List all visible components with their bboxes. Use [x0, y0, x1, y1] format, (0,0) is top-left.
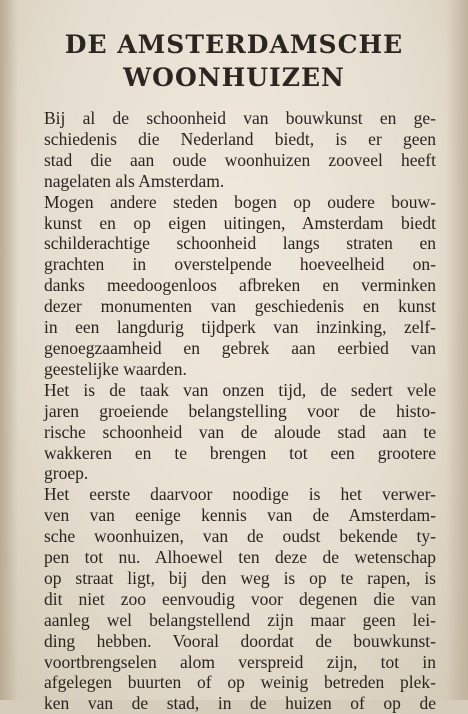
- title-line-1: DE AMSTERDAMSCHE: [64, 30, 404, 59]
- text-line: kunst en op eigen uitingen, Amsterdam biedt: [44, 212, 436, 233]
- text-line: geestelijke waarden.: [44, 358, 187, 379]
- paragraph-1: [44, 108, 436, 192]
- paragraph-4: [44, 484, 436, 714]
- text-line: ven van eenige kennis van de Amsterdam-: [44, 505, 436, 526]
- text-line: wakkeren en te brengen tot een grootere: [44, 442, 436, 463]
- text-line: Mogen andere steden bogen op oudere bouw-: [44, 191, 436, 212]
- title-line-2: WOONHUIZEN: [123, 63, 345, 92]
- text-line: genoegzaamheid en gebrek aan eerbied van: [44, 337, 436, 358]
- text-line: Het eerste daarvoor noodige is het verwer-: [44, 484, 436, 505]
- text-line: Het is de taak van onzen tijd, de sedert vele: [44, 379, 436, 400]
- text-line: ding hebben. Vooral doordat de bouwkunst-: [44, 630, 436, 651]
- text-line: grachten in overstelpende hoeveelheid on-: [44, 254, 436, 275]
- paragraph-2: [44, 192, 436, 380]
- text-line: schilderachtige schoonheid langs straten en: [44, 233, 436, 254]
- text-line: afgelegen buurten of op weinig betreden plek-: [44, 672, 436, 693]
- text-line: dezer monumenten van geschiedenis en kunst: [44, 296, 436, 317]
- text-line: schiedenis die Nederland biedt, is er geen: [44, 128, 436, 149]
- text-line: op straat ligt, bij den weg is op te rapen, is: [44, 567, 436, 588]
- text-line: ken van de stad, in de huizen of op de: [44, 693, 436, 714]
- text-line: sche woonhuizen, van de oudst bekende ty-: [44, 526, 436, 547]
- text-line: Bij al de schoonheid van bouwkunst en ge-: [44, 108, 436, 128]
- page-title: [30, 28, 438, 94]
- text-line: stad die aan oude woonhuizen zooveel heeft: [44, 149, 436, 170]
- text-line: pen tot nu. Alhoewel ten deze de wetenschap: [44, 547, 436, 568]
- text-line: dit niet zoo eenvoudig voor degenen die van: [44, 588, 436, 609]
- body-text: [44, 108, 436, 714]
- paragraph-3: [44, 380, 436, 485]
- text-line: jaren groeiende belangstelling voor de histo-: [44, 400, 436, 421]
- text-line: in een langdurig tijdperk van inzinking, zelf-: [44, 317, 436, 338]
- text-line: rische schoonheid van de aloude stad aan te: [44, 421, 436, 442]
- text-line: groep.: [44, 463, 89, 484]
- text-line: nagelaten als Amsterdam.: [44, 170, 225, 191]
- text-line: danks meedoogenloos afbreken en verminken: [44, 275, 436, 296]
- text-line: aanleg wel belangstellend zijn maar geen lei-: [44, 609, 436, 630]
- text-line: voortbrengselen alom verspreid zijn, tot in: [44, 651, 436, 672]
